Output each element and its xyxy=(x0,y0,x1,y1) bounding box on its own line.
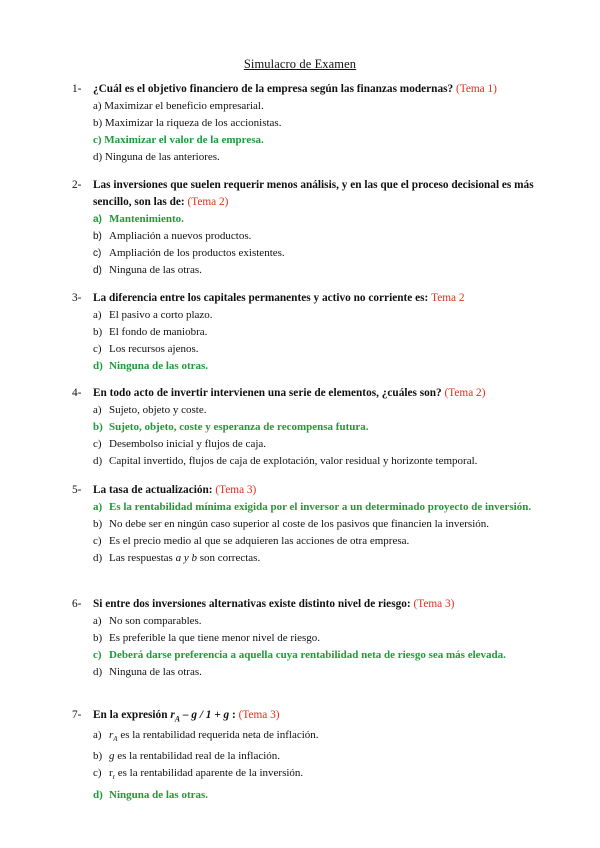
option-b: b) Maximizar la riqueza de los accionistas. xyxy=(93,117,282,129)
question-number: 4- xyxy=(72,387,82,399)
option-c: c) Desembolso inicial y flujos de caja. xyxy=(93,438,267,450)
option-b-correct: b) Sujeto, objeto, coste y esperanza de recompensa futura. xyxy=(93,421,369,433)
option-a-correct: a) Mantenimiento. xyxy=(93,213,184,225)
option-b: b) El fondo de maniobra. xyxy=(93,326,208,338)
tema-label: (Tema 2) xyxy=(187,196,229,208)
question-text: 5- La tasa de actualización: (Tema 3) xyxy=(72,482,550,499)
option-c: c) $r_r$ es la rentabilidad aparente de la inversión. xyxy=(93,767,304,782)
option-d: d) Capital invertido, flujos de caja de explotación, valor residual y horizonte temporal. xyxy=(93,455,478,467)
question-text: 3- La diferencia entre los capitales permanentes y activo no corriente es: Tema 2 xyxy=(72,290,550,307)
question-text: 7- En la expresión $r_A - g / 1 + g$ : (Tema 3) xyxy=(72,709,280,724)
tema-label: (Tema 2) xyxy=(444,387,486,399)
option-c-correct: c) Maximizar el valor de la empresa. xyxy=(93,134,264,146)
option-d-correct: d) Ninguna de las otras. xyxy=(93,788,209,801)
option-a: a) El pasivo a corto plazo. xyxy=(93,309,213,321)
question-5 xyxy=(72,482,550,567)
option-d: d) Ninguna de las anteriores. xyxy=(93,151,220,163)
question-text: 6- Si entre dos inversiones alternativas existe distinto nivel de riesgo: (Tema 3) xyxy=(72,596,550,613)
option-a: a) Maximizar el beneficio empresarial. xyxy=(93,100,264,112)
page-title: Simulacro de Examen xyxy=(243,57,357,71)
option-c: c) Ampliación de los productos existentes. xyxy=(93,247,285,259)
question-3 xyxy=(72,290,550,375)
option-a-correct: a) Es la rentabilidad mínima exigida por el inversor a un determinado proyecto de inversión. xyxy=(93,501,532,513)
question-number: 1- xyxy=(72,83,82,95)
question-7 xyxy=(72,707,550,804)
question-number: 7- xyxy=(72,709,82,721)
option-a: a) No son comparables. xyxy=(93,615,202,627)
question-text: 2- Las inversiones que suelen requerir menos análisis, y en las que el proceso decisional es más sencillo, son las de: (Tema 2) xyxy=(72,179,534,208)
question-number: 6- xyxy=(72,598,82,610)
tema-label: (Tema 3) xyxy=(215,484,257,496)
tema-label: (Tema 1) xyxy=(455,83,497,95)
option-b: b) Es preferible la que tiene menor nivel de riesgo. xyxy=(93,632,321,644)
question-number: 3- xyxy=(72,292,82,304)
option-d: d) Ninguna de las otras. xyxy=(93,264,202,276)
option-b: b) No debe ser en ningún caso superior al coste de los pasivos que financien la inversión. xyxy=(93,518,490,530)
option-c-correct: c) Deberá darse preferencia a aquella cuya rentabilidad neta de riesgo sea más elevada. xyxy=(93,649,506,661)
option-d: d) Ninguna de las otras. xyxy=(93,666,202,678)
option-b: b) g es la rentabilidad real de la inflación. xyxy=(93,750,281,763)
question-2 xyxy=(72,177,550,279)
question-text: 4- En todo acto de invertir intervienen una serie de elementos, ¿cuáles son? (Tema 2) xyxy=(72,385,550,402)
tema-label: (Tema 3) xyxy=(238,709,280,721)
option-d-correct: d) Ninguna de las otras. xyxy=(93,360,209,372)
option-c: c) Es el precio medio al que se adquieren las acciones de otra empresa. xyxy=(93,535,410,547)
question-text: 1- ¿Cuál es el objetivo financiero de la empresa según las finanzas modernas? (Tema 1) xyxy=(72,81,550,98)
question-number: 5- xyxy=(72,484,82,496)
option-a: a) $r_A$ es la rentabilidad requerida neta de inflación. xyxy=(93,729,319,744)
question-1 xyxy=(72,81,550,166)
question-number: 2- xyxy=(72,179,82,191)
question-6 xyxy=(72,596,550,681)
tema-label: (Tema 3) xyxy=(413,598,455,610)
option-d: d) Las respuestas a y b son correctas. xyxy=(93,552,261,564)
option-a: a) Sujeto, objeto y coste. xyxy=(93,404,207,416)
tema-label: Tema 2 xyxy=(431,292,465,304)
question-4 xyxy=(72,385,550,470)
option-b: b) Ampliación a nuevos productos. xyxy=(93,230,252,242)
option-c: c) Los recursos ajenos. xyxy=(93,343,199,355)
